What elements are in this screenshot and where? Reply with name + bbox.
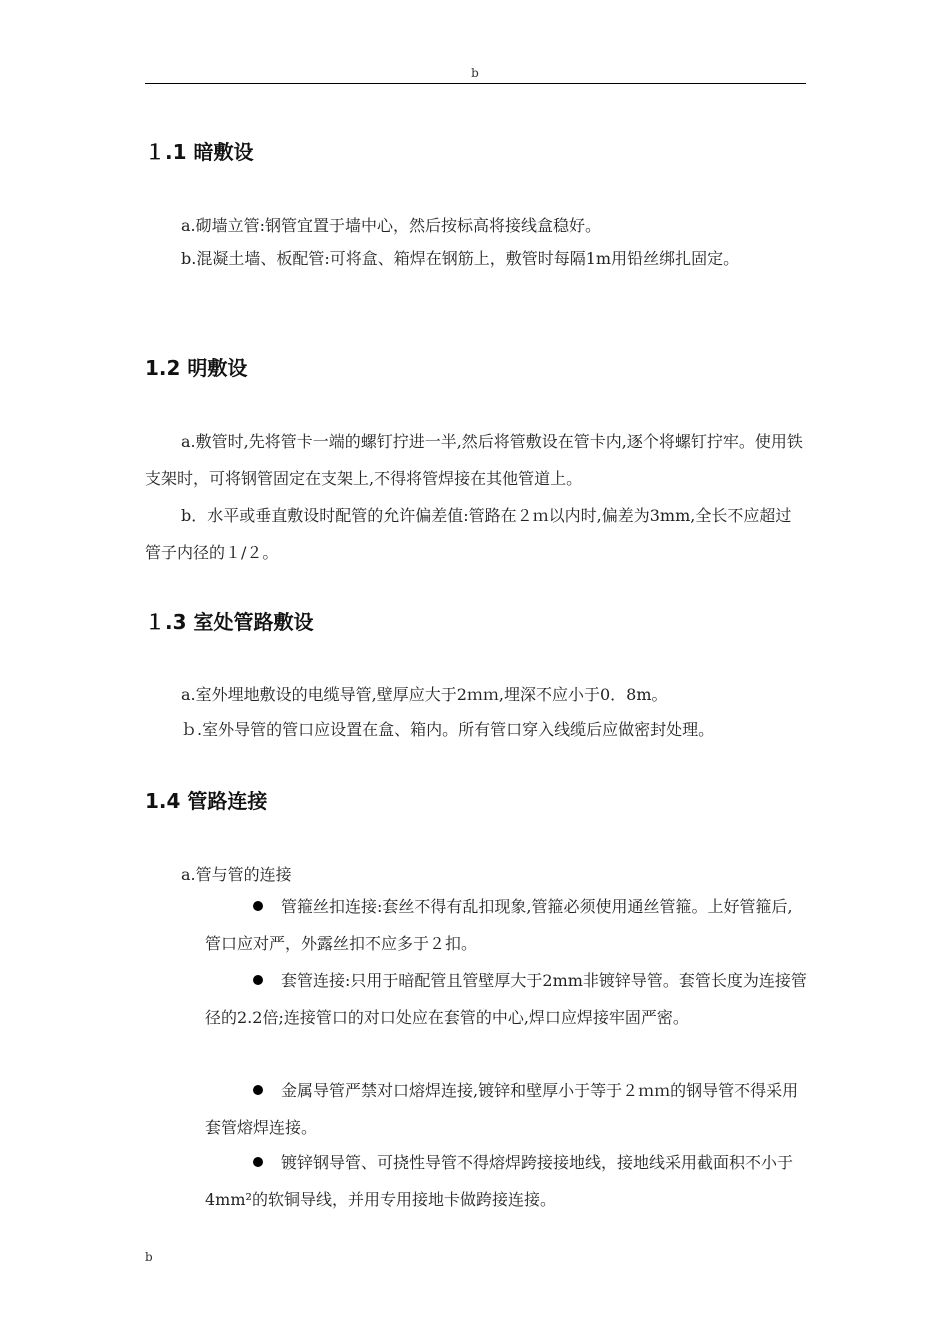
subsection-label: a.管与管的连接: [181, 865, 292, 884]
paragraph: b.混凝土墙、板配管:可将盒、箱焊在钢筋上，敷管时每隔1m用铅丝绑扎固定。: [181, 249, 740, 268]
header-text: b: [471, 66, 479, 80]
page-footer: b: [145, 1250, 153, 1264]
section-heading-1-2: 1.2 明敷设: [145, 356, 248, 380]
list-item: [205, 962, 807, 1036]
section-heading-1-1: １.1 暗敷设: [145, 140, 254, 164]
bullet-icon: [253, 901, 263, 911]
bullet-icon: [253, 1085, 263, 1095]
section-heading-1-3: １.3 室处管路敷设: [145, 610, 314, 634]
paragraph: b．水平或垂直敷设时配管的允许偏差值:管路在２ｍ以内时,偏差为3mm,全长不应超过管子内径的１/２。: [145, 506, 792, 562]
list-item: [205, 888, 807, 962]
list-item-text: 管箍丝扣连接:套丝不得有乱扣现象,管箍必须使用通丝管箍。上好管箍后,管口应对严，外露丝扣不应多于２扣。: [205, 897, 793, 953]
list-item-text: 镀锌钢导管、可挠性导管不得熔焊跨接接地线，接地线采用截面积不小于4mm²的软铜导线，并用专用接地卡做跨接连接。: [205, 1153, 794, 1209]
list-item: [205, 1072, 807, 1146]
list-item-text: 套管连接:只用于暗配管且管壁厚大于2mm非镀锌导管。套管长度为连接管径的2.2倍;连接管口的对口处应在套管的中心,焊口应焊接牢固严密。: [205, 971, 807, 1027]
bullet-icon: [253, 975, 263, 985]
header-rule: [145, 83, 806, 84]
paragraph: a.砌墙立管:钢管宜置于墙中心，然后按标高将接线盒稳好。: [181, 216, 602, 235]
section-heading-1-4: 1.4 管路连接: [145, 789, 268, 813]
list-item-text: 金属导管严禁对口熔焊连接,镀锌和壁厚小于等于２ｍｍ的钢导管不得采用套管熔焊连接。: [205, 1081, 799, 1137]
bullet-icon: [253, 1157, 263, 1167]
paragraph: a.室外埋地敷设的电缆导管,壁厚应大于2ｍｍ,埋深不应小于0．8m。: [181, 685, 668, 704]
paragraph: a.敷管时,先将管卡一端的螺钉拧进一半,然后将管敷设在管卡内,逐个将螺钉拧牢。使用铁支架时，可将钢管固定在支架上,不得将管焊接在其他管道上。: [145, 432, 803, 488]
list-item: [205, 1144, 807, 1218]
paragraph: ｂ.室外导管的管口应设置在盒、箱内。所有管口穿入线缆后应做密封处理。: [181, 720, 715, 739]
